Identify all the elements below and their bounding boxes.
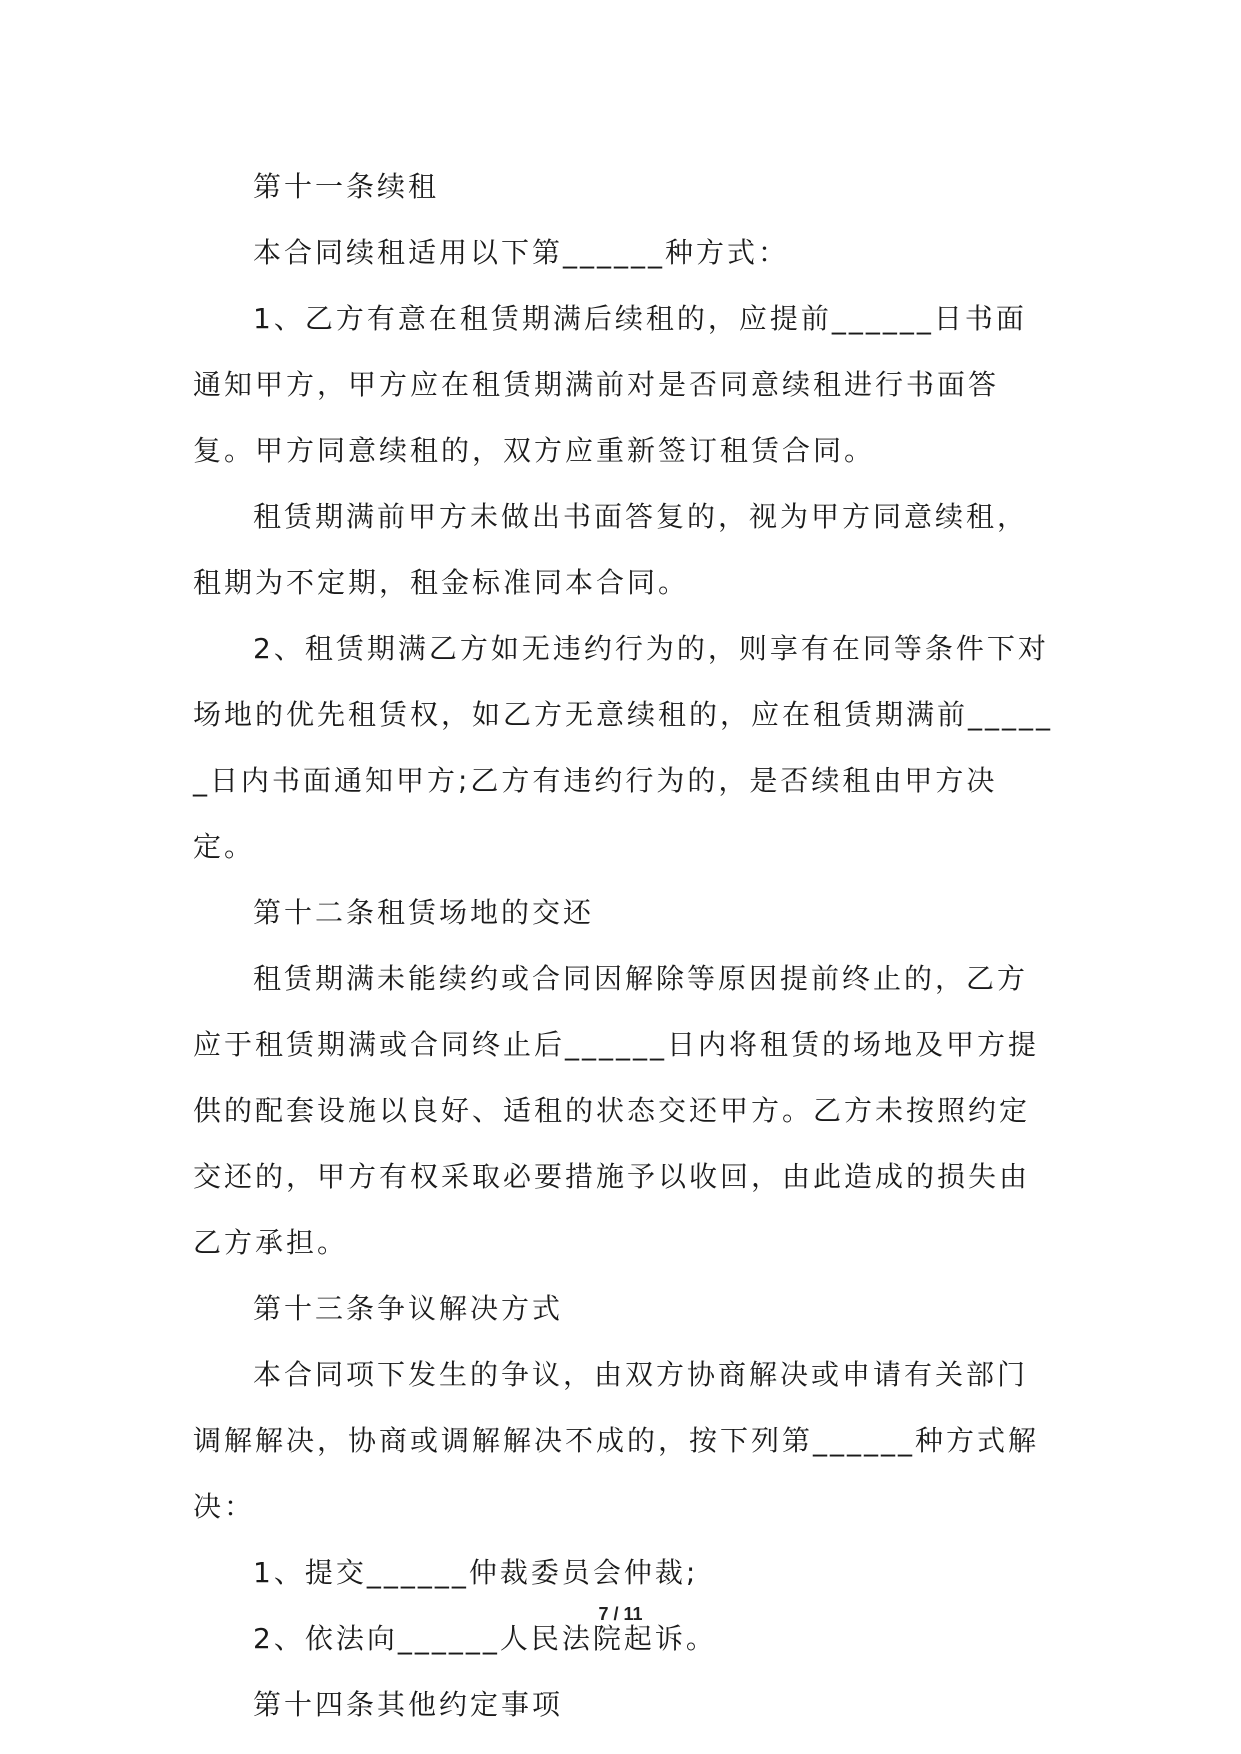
paragraph: 租赁期满未能续约或合同因解除等原因提前终止的，乙方应于租赁期满或合同终止后______日内将租赁的场地及甲方提供的配套设施以良好、适租的状态交还甲方。乙方未按照约定交还的，甲方有权采取必要措施予以收回，由此造成的损失由乙方承担。 [193, 962, 1040, 1259]
paragraph: 1、提交______仲裁委员会仲裁; [253, 1556, 699, 1589]
paragraph: 本合同项下发生的争议，由双方协商解决或申请有关部门调解解决，协商或调解解决不成的，按下列第______种方式解决： [193, 1358, 1040, 1523]
paragraph: 1、乙方有意在租赁期满后续租的，应提前______日书面通知甲方，甲方应在租赁期满前对是否同意续租进行书面答复。甲方同意续租的，双方应重新签订租赁合同。 [193, 302, 1027, 467]
article-11-heading: 第十一条续租 [253, 170, 440, 203]
article-13-heading: 第十三条争议解决方式 [253, 1292, 564, 1325]
paragraph: 本合同续租适用以下第______种方式： [253, 236, 790, 269]
paragraph: 2、依法向______人民法院起诉。 [253, 1622, 717, 1655]
document-body [193, 154, 1053, 1738]
article-14-heading: 第十四条其他约定事项 [253, 1688, 564, 1721]
paragraph: 2、租赁期满乙方如无违约行为的，则享有在同等条件下对场地的优先租赁权，如乙方无意续租的，应在租赁期满前______日内书面通知甲方;乙方有违约行为的，是否续租由甲方决定。 [193, 632, 1054, 863]
paragraph: 租赁期满前甲方未做出书面答复的，视为甲方同意续租，租期为不定期，租金标准同本合同。 [193, 500, 1029, 599]
article-12-heading: 第十二条租赁场地的交还 [253, 896, 595, 929]
page-number: 7 / 11 [598, 1604, 643, 1624]
